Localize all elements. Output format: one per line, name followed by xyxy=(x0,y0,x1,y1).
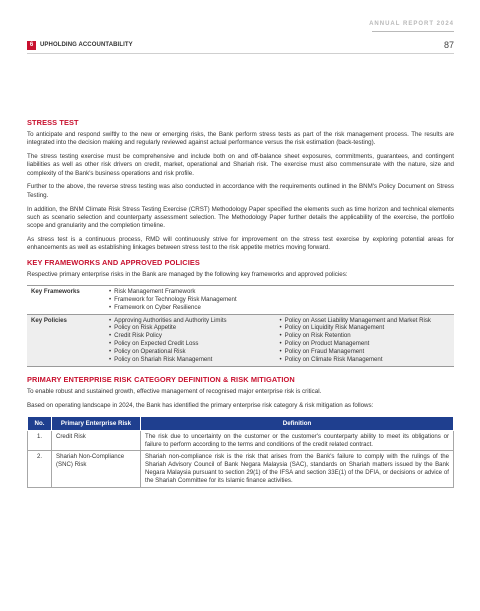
risk-category: Shariah Non-Compliance (SNC) Risk xyxy=(52,451,141,488)
stress-test-paragraph: In addition, the BNM Climate Risk Stress Testing Exercise (CRST) Methodology Paper specified the elements such as time horizon and technical elements such as scenario selection and counterparty assessment selection. The Methodology Paper further details the applicability of the exercise, the portfolio scope and granularity and the completion timeline. xyxy=(27,205,454,230)
list-item: • Policy on Climate Risk Management xyxy=(280,356,451,364)
column-header: No. xyxy=(28,416,52,430)
risk-definition: Shariah non-compliance risk is the risk that arises from the Bank's failure to comply with the rulings of the Shariah Advisory Council of Bank Negara Malaysia (SAC), standards on Shariah matters issued by the Bank Negara Malaysia pursuant to section 29(1) of the IFSA and section 33E(1) of the DFIA, or decisions or advice of the Shariah Committee for its Islamic finance activities. xyxy=(141,451,454,488)
row-number: 2. xyxy=(28,451,52,488)
main-content xyxy=(27,118,454,488)
table-row xyxy=(27,285,454,314)
list-item: • Policy on Risk Retention xyxy=(280,332,451,340)
key-frameworks-heading: KEY FRAMEWORKS AND APPROVED POLICIES xyxy=(27,258,200,268)
list-item: • Policy on Product Management xyxy=(280,340,451,348)
report-label-rule xyxy=(372,31,454,32)
row-number: 1. xyxy=(28,430,52,451)
primary-risk-heading: PRIMARY ENTERPRISE RISK CATEGORY DEFINITION & RISK MITIGATION xyxy=(27,375,295,385)
list-item: • Approving Authorities and Authority Limits xyxy=(109,317,280,325)
list-item: • Credit Risk Policy xyxy=(109,332,280,340)
list-item: • Framework for Technology Risk Management xyxy=(109,296,450,304)
policies-cell xyxy=(105,314,454,366)
frameworks-cell xyxy=(105,285,454,314)
list-item: • Policy on Risk Appetite xyxy=(109,324,280,332)
stress-test-heading: STRESS TEST xyxy=(27,118,79,127)
primary-risk-intro: Based on operating landscape in 2024, the Bank has identified the primary enterprise risk category & risk mitigation as follows: xyxy=(27,401,374,409)
page-number: 87 xyxy=(443,40,454,50)
list-item: • Policy on Fraud Management xyxy=(280,348,451,356)
policies-label: Key Policies xyxy=(27,314,105,366)
table-row xyxy=(28,451,454,488)
section-number-badge: 6 xyxy=(27,41,36,50)
stress-test-paragraph: To anticipate and respond swiftly to the new or emerging risks, the Bank perform stress tests as part of the risk management process. The results are integrated into the decision making and regularly reviewed against actual performance versus the risk estimation (back-testing). xyxy=(27,131,454,147)
risk-definition: The risk due to uncertainty on the customer or the customer's counterparty ability to meet its obligations or failure to perform according to the terms and conditions of the credit related contract. xyxy=(141,430,454,451)
list-item: • Policy on Expected Credit Loss xyxy=(109,340,280,348)
table-row xyxy=(27,314,454,366)
primary-risk-intro: To enable robust and sustained growth, effective management of recognised major enterprise risk is critical. xyxy=(27,388,322,396)
column-header: Primary Enterprise Risk xyxy=(52,416,141,430)
stress-test-paragraph: As stress test is a continuous process, RMD will continuously strive for improvement on the stress test exercise by exploring potential areas for enhancements as well as establishing linkages between stress test to the risk appetite metrics moving forward. xyxy=(27,235,454,252)
list-item: • Policy on Operational Risk xyxy=(109,348,280,356)
stress-test-paragraph: Further to the above, the reverse stress testing was also conducted in accordance with the requirements outlined in the BNM's Policy Document on Stress Testing. xyxy=(27,183,454,199)
list-item: • Risk Management Framework xyxy=(109,288,450,296)
list-item: • Policy on Asset Liability Management and Market Risk xyxy=(280,317,451,325)
section-header xyxy=(27,40,454,52)
list-item: • Policy on Shariah Risk Management xyxy=(109,356,280,364)
list-item: • Framework on Cyber Resilience xyxy=(109,304,450,312)
table-row xyxy=(28,430,454,451)
primary-risk-table xyxy=(27,416,454,488)
section-title: UPHOLDING ACCOUNTABILITY xyxy=(40,42,133,48)
column-header: Definition xyxy=(141,416,454,430)
stress-test-paragraph: The stress testing exercise must be comprehensive and include both on and off-balance sheet exposures, commitments, guarantees, and contingent liabilities as well as other risk drivers on credit, market, operational and Shariah risk. The exercise must also commensurate with the nature, size and complexity of the Bank's business operations and risk profile. xyxy=(27,153,454,177)
frameworks-label: Key Frameworks xyxy=(27,285,105,314)
table-header-row xyxy=(28,416,454,430)
header-divider xyxy=(27,53,454,54)
key-frameworks-intro: Respective primary enterprise risks in the Bank are managed by the following key frameworks and approved policies: xyxy=(27,271,348,279)
list-item: • Policy on Liquidity Risk Management xyxy=(280,324,451,332)
risk-category: Credit Risk xyxy=(52,430,141,451)
key-frameworks-table xyxy=(27,285,454,367)
report-label: ANNUAL REPORT 2024 xyxy=(369,21,454,27)
